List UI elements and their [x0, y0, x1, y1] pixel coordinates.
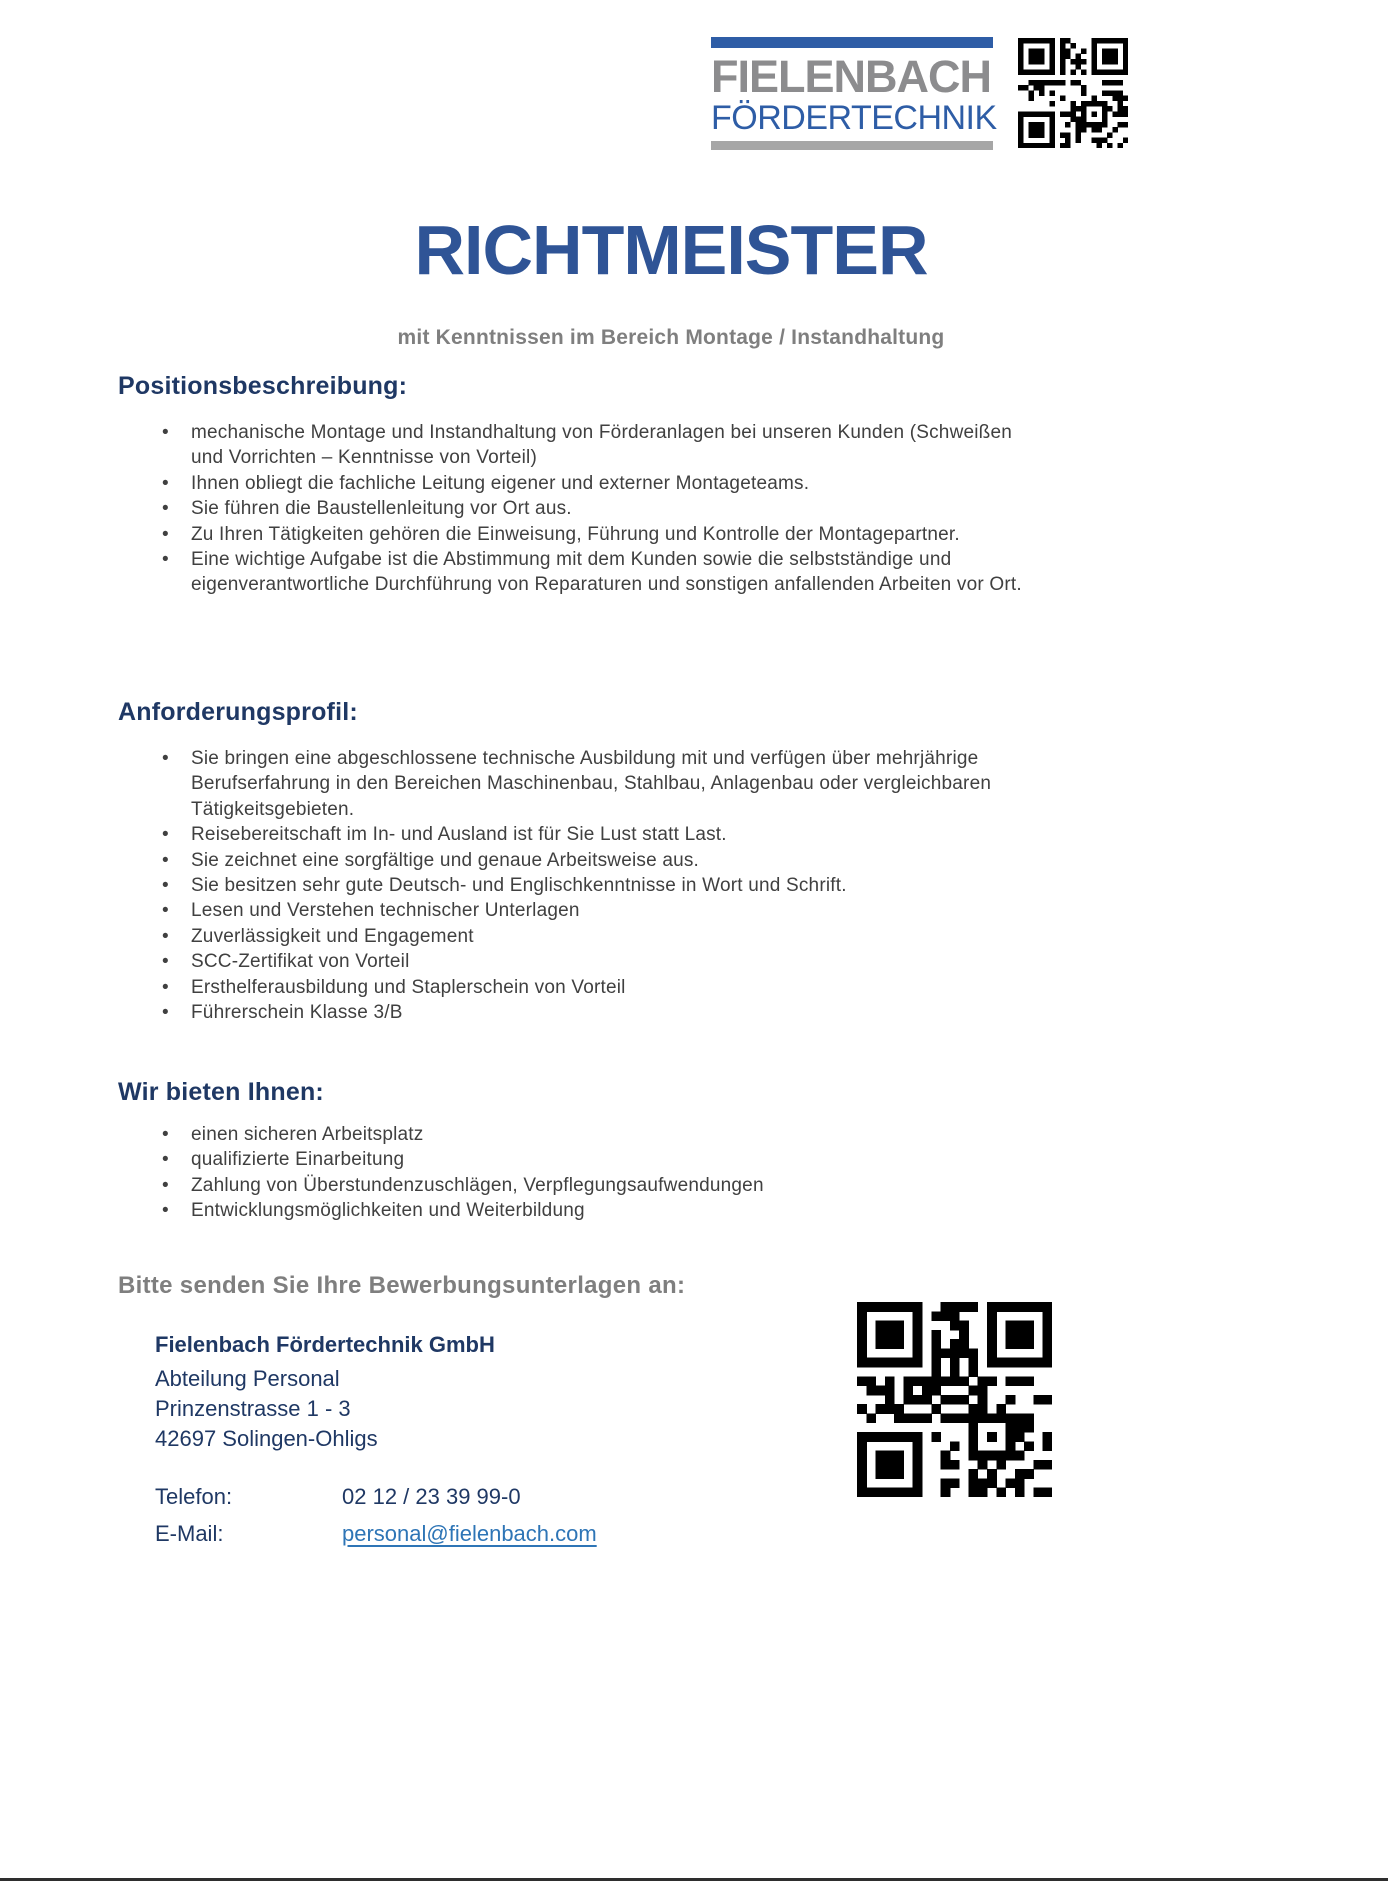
- list-item: • Lesen und Verstehen technischer Unterlagen: [118, 898, 1023, 923]
- list-item: • Sie besitzen sehr gute Deutsch- und Englischkenntnisse in Wort und Schrift.: [118, 873, 1023, 898]
- phone-row: [155, 1478, 597, 1515]
- qr-code-icon-bottom: [857, 1302, 1052, 1497]
- company-name: Fielenbach Fördertechnik GmbH: [155, 1332, 495, 1357]
- title-block: [0, 211, 1342, 350]
- list-item: • SCC-Zertifikat von Vorteil: [118, 949, 1023, 974]
- logo-bottom-bar: [711, 141, 993, 150]
- logo-top-bar: [711, 37, 993, 48]
- email-row: [155, 1515, 597, 1552]
- contact-block: [155, 1478, 597, 1552]
- page-subtitle: mit Kenntnissen im Bereich Montage / Instandhaltung: [397, 326, 945, 349]
- section-heading-anforderungsprofil: Anforderungsprofil:: [118, 698, 358, 726]
- list-item: • Entwicklungsmöglichkeiten und Weiterbildung: [118, 1198, 1023, 1223]
- list-item: • Eine wichtige Aufgabe ist die Abstimmung mit dem Kunden sowie die selbstständige und eigenverantwortliche Durchführung von Reparaturen und sonstigen anfallenden Arbeiten vor Ort.: [118, 547, 1023, 598]
- list-item: • Zuverlässigkeit und Engagement: [118, 924, 1023, 949]
- list-item: • mechanische Montage und Instandhaltung von Förderanlagen bei unseren Kunden (Schweißen und Vorrichten – Kenntnisse von Vorteil): [118, 420, 1023, 471]
- list-item: • Sie zeichnet eine sorgfältige und genaue Arbeitsweise aus.: [118, 848, 1023, 873]
- email-label: E-Mail:: [155, 1521, 224, 1546]
- phone-label: Telefon:: [155, 1484, 233, 1509]
- phone-value: 02 12 / 23 39 99-0: [342, 1484, 521, 1509]
- section-heading-wir-bieten: Wir bieten Ihnen:: [118, 1078, 324, 1106]
- list-item: • qualifizierte Einarbeitung: [118, 1147, 1023, 1172]
- email-link[interactable]: personal@fielenbach.com: [342, 1521, 597, 1546]
- bullet-list-wir-bieten: [118, 1122, 1023, 1224]
- apply-heading: Bitte senden Sie Ihre Bewerbungsunterlagen an:: [118, 1272, 686, 1299]
- list-item: • Ersthelferausbildung und Staplerschein von Vorteil: [118, 975, 1023, 1000]
- list-item: • Ihnen obliegt die fachliche Leitung eigener und externer Montageteams.: [118, 471, 1023, 496]
- list-item: • Zahlung von Überstundenzuschlägen, Verpflegungsaufwendungen: [118, 1173, 1023, 1198]
- list-item: • Sie führen die Baustellenleitung vor Ort aus.: [118, 496, 1023, 521]
- list-item: • Zu Ihren Tätigkeiten gehören die Einweisung, Führung und Kontrolle der Montagepartner.: [118, 522, 1023, 547]
- address-line: Abteilung Personal: [155, 1366, 340, 1391]
- logo-company-name: FIELENBACH: [711, 51, 991, 102]
- list-item: • Reisebereitschaft im In- und Ausland ist für Sie Lust statt Last.: [118, 822, 1023, 847]
- company-address-block: [155, 1330, 495, 1454]
- qr-code-icon-top: [1018, 38, 1128, 148]
- address-line: 42697 Solingen-Ohligs: [155, 1426, 378, 1451]
- bullet-list-anforderungsprofil: [118, 746, 1023, 1025]
- company-logo: [711, 37, 997, 150]
- section-heading-positionsbeschreibung: Positionsbeschreibung:: [118, 372, 408, 400]
- bullet-list-positionsbeschreibung: [118, 420, 1023, 598]
- list-item: • Führerschein Klasse 3/B: [118, 1000, 1023, 1025]
- address-line: Prinzenstrasse 1 - 3: [155, 1396, 351, 1421]
- list-item: • Sie bringen eine abgeschlossene technische Ausbildung mit und verfügen über mehrjährige Berufserfahrung in den Bereichen Maschinenbau, Stahlbau, Anlagenbau oder vergleichbaren Tätigkeitsgebieten.: [118, 746, 1023, 822]
- page-title: RICHTMEISTER: [414, 211, 928, 289]
- logo-company-subname: FÖRDERTECHNIK: [711, 99, 997, 137]
- list-item: • einen sicheren Arbeitsplatz: [118, 1122, 1023, 1147]
